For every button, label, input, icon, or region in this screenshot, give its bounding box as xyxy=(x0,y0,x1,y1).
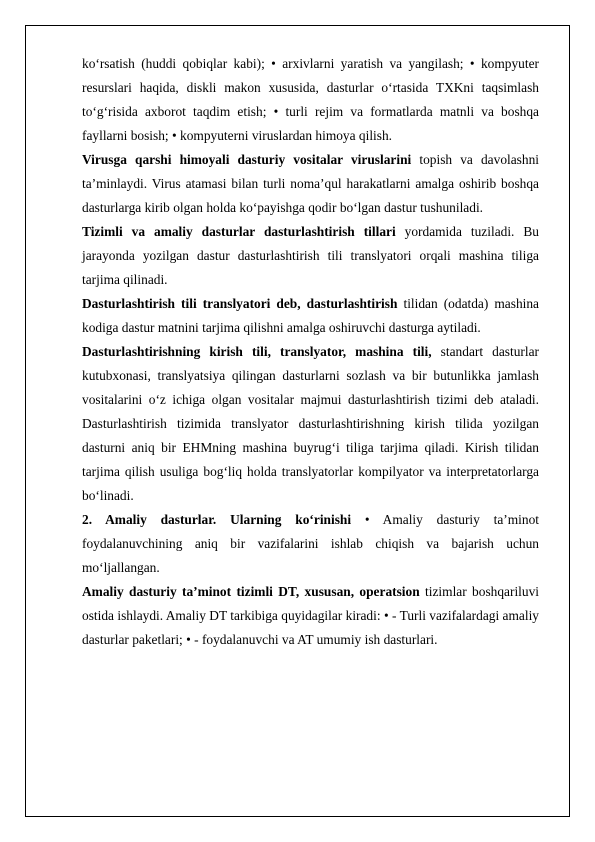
paragraph-text: ko‘rsatish (huddi qobiqlar kabi); • arxivlarni yaratish va yangilash; • kompyuter resurslari haqida, diskli makon xususida, dasturlar o‘rtasida TXKni taqsimlash to‘g‘risida axborot taqdim etish; • turli rejim va formatlarda matnli va boshqa fayllarni bosish; • kompyuterni viruslardan himoya qilish. xyxy=(82,56,539,143)
paragraph-text: standart dasturlar kutubxonasi, translyatsiya qilingan dasturlarni sozlash va bir butunlikka jamlash vositalarini o‘z ichiga olgan vositalar majmui dasturlashtirish tizimi deb ataladi. Dasturlashtirish tizimida translyator dasturlashtirishning kirish tilida yozilgan dasturni aniq bir EHMning mashina buyrug‘i tiliga tarjima qiladi. Kirish tilidan tarjima qilish usuliga bog‘liq holda translyatorlar kompilyator va interpretatorlarga bo‘linadi. xyxy=(82,344,539,503)
paragraph-text: yordamida tuziladi. Bu jarayonda yozilgan dastur dasturlashtirish tili translyatori orqali mashina tiliga tarjima qilinadi. xyxy=(82,224,539,287)
paragraph-bold-term: Amaliy dasturiy ta’minot tizimli DT, xususan, operatsion xyxy=(82,584,420,599)
document-body xyxy=(82,52,539,652)
paragraph-bold-term: Tizimli va amaliy dasturlar dasturlashtirish tillari xyxy=(82,224,396,239)
paragraph-bold-term: Dasturlashtirishning kirish tili, translyator, mashina tili, xyxy=(82,344,432,359)
paragraph-text: tizimlar boshqariluvi ostida ishlaydi. Amaliy DT tarkibiga quyidagilar kiradi: • - Turli vazifalardagi amaliy dasturlar paketlari; • - foydalanuvchi va AT umumiy ish dasturlari. xyxy=(82,584,539,647)
paragraph-applied-software xyxy=(82,580,539,652)
paragraph-utility-functions xyxy=(82,52,539,148)
paragraph-programming-languages xyxy=(82,220,539,292)
paragraph-text: tilidan (odatda) mashina kodiga dastur matnini tarjima qilishni amalga oshiruvchi dasturga aytiladi. xyxy=(82,296,540,335)
paragraph-bold-term: Dasturlashtirish tili translyatori deb, dasturlashtirish xyxy=(82,296,398,311)
paragraph-programming-system xyxy=(82,340,539,508)
paragraph-bold-term: Virusga qarshi himoyali dasturiy vositalar viruslarini xyxy=(82,152,412,167)
section-heading-title: 2. Amaliy dasturlar. Ularning ko‘rinishi xyxy=(82,512,352,527)
paragraph-antivirus xyxy=(82,148,539,220)
paragraph-text: topish va davolashni ta’minlaydi. Virus atamasi bilan turli noma’qul harakatlarni amalga oshirib boshqa dasturlarga kirib olgan holda ko‘payishga qodir bo‘lgan dastur tushuniladi. xyxy=(82,152,540,215)
paragraph-translator-definition xyxy=(82,292,539,340)
section-heading-applied-programs xyxy=(82,508,539,580)
paragraph-text: • Amaliy dasturiy ta’minot foydalanuvchining aniq bir vazifalarini ishlab chiqish va bajarish uchun mo‘ljallangan. xyxy=(82,512,540,575)
